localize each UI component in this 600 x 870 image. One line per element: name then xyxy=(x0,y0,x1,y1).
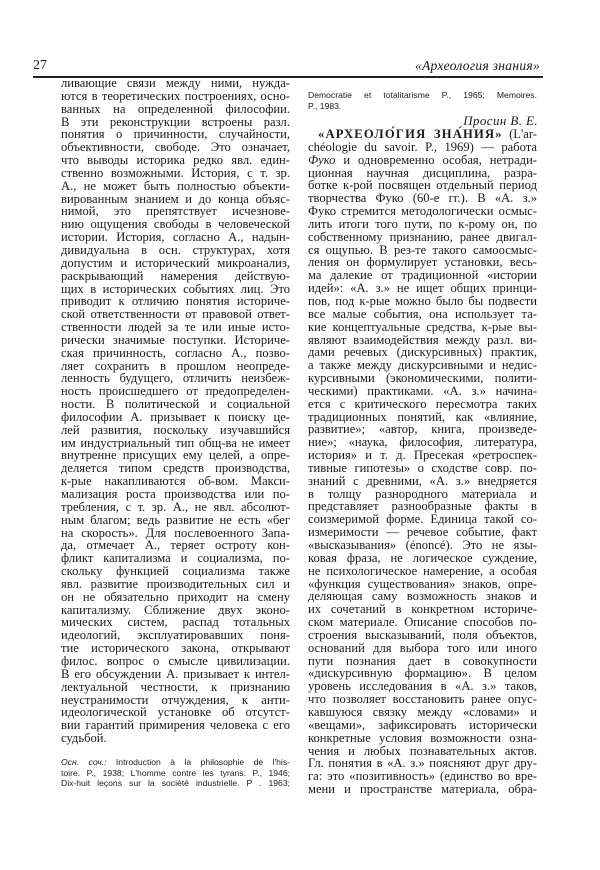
text-line: не психологическое намерение, а особая xyxy=(308,563,537,578)
text-line: деляется типом средств производства, xyxy=(61,461,290,476)
text-line: пути познания дает в совокупности xyxy=(308,653,537,668)
text-line: судьбой. xyxy=(61,731,107,746)
text-line: измеримости — речевое событие, факт xyxy=(308,525,537,540)
text-line: идеологической установке об отсутст- xyxy=(61,705,290,720)
text-line: ственности людей за те или иные исто- xyxy=(61,320,290,335)
text-line: мических систем, распад тотальных xyxy=(61,615,290,630)
author-signature: Просин В. Е. xyxy=(463,113,538,128)
text-line: ся ощупью. В рез-те такого самоосмыс- xyxy=(308,242,537,257)
reference-line: toire. P., 1938; L'homme contre les tyrans. P., 1946; xyxy=(61,767,290,778)
author-link: Фуко xyxy=(308,152,336,167)
text-line: мализация роста производства или по- xyxy=(61,487,290,501)
text-line: лей развития, поскольку изучавшийся xyxy=(61,422,290,437)
text-line: нимой, это препятствует исчезнове- xyxy=(61,204,290,219)
text-line: В эти реконструкции встроены разл. xyxy=(61,114,290,129)
text-line: «высказывания» (énoncé). Это не язы- xyxy=(308,538,537,552)
entry-title-tail: (L'ar- xyxy=(502,127,537,141)
text-line: ботке к-рой посвящен отдельный период xyxy=(308,178,537,193)
text-line: собственному признанию, ранее двигал- xyxy=(308,229,537,244)
text-line: на скорость». Для послевоенного Запа- xyxy=(61,525,290,540)
text-line: курсивными (экономическими, полити- xyxy=(308,371,537,386)
text-line: лектуальной честности, к признанию xyxy=(61,679,290,694)
text-line: им индустриальный тип общ-ва не имеет xyxy=(61,435,290,450)
text-line: ственно возможными. История, с т. зр. xyxy=(61,165,290,180)
text-line: идеологий, эксплуатировавших поня- xyxy=(61,628,290,643)
text-line: ется с критического пересмотра таких xyxy=(308,396,537,411)
left-references xyxy=(61,757,290,789)
text-line: да, отмечает А., теряет остроту кон- xyxy=(61,538,290,553)
page-number: 27 xyxy=(33,58,47,73)
text-line: неустранимости отчуждения, к анти- xyxy=(61,692,290,707)
text-line: к-рые накапливаются об-вом. Макси- xyxy=(61,474,290,489)
right-references xyxy=(308,90,537,111)
text-line: что выводы историка редко явл. един- xyxy=(61,153,290,168)
text-line: ность происшедшего от предопределен- xyxy=(61,384,290,399)
text-line: капитализму. Сближение двух эконо- xyxy=(61,602,290,617)
text-line: тивные гипотезы» о сходстве совр. по- xyxy=(308,460,537,475)
text-line: ковая фраза, не логическое суждение, xyxy=(308,550,537,565)
text-line: «функция существования» знаков, опре- xyxy=(308,576,537,591)
text-line: лить итоги того пути, по к-рому он, по xyxy=(308,216,537,231)
text-line: развитие»; «автор, книга, произведе- xyxy=(308,422,537,437)
text-line: представляет разнообразные факты в xyxy=(308,499,537,514)
text-line: Гл. понятия в «А. з.» поясняют друг дру- xyxy=(308,756,537,771)
text-line: ются в теоретических построениях, осно- xyxy=(61,88,290,103)
text-line: ным благом; ведь развитие не есть «бег xyxy=(61,512,290,527)
text-line: понятия о причинности, случайности, xyxy=(61,127,290,142)
text-line: В его обсуждении А. призывает к интел- xyxy=(61,666,290,681)
text-line: ской ответственности от правовой ответ- xyxy=(61,307,290,322)
text-line: внутренне присущих ему целей, а опре- xyxy=(61,448,290,463)
references-label: Осн. соч.: xyxy=(61,757,107,767)
text-line: тие исторического закона, открывают xyxy=(61,641,290,656)
text-line: вии гарантий примирения человека с его xyxy=(61,718,290,733)
text-line: творчества Фуко (60-е гг.). В «А. з.» xyxy=(308,191,537,206)
text-line: ленность будущего, отличить неизбеж- xyxy=(61,371,290,386)
text-line: фликт капитализма и социализма, по- xyxy=(61,551,290,566)
text-line: «дискурсивную формацию». В целом xyxy=(308,666,537,681)
text-line: га: это «позитивность» (единство во вре- xyxy=(308,769,537,784)
entry-first-line xyxy=(308,128,537,141)
running-title: «Археология знания» xyxy=(414,58,540,73)
text-line: в толщу разнородного материала и xyxy=(308,486,537,501)
text-line: все малые события, она использует та- xyxy=(308,306,537,321)
text-line: Фуко стремится методологически осмыс- xyxy=(308,204,537,219)
text-line: традиционных понятий, как «влияние, xyxy=(308,409,537,424)
text-line: рически значимые поступки. Историче- xyxy=(61,332,290,347)
text-line: идей»: «А. з.» не ищет общих принци- xyxy=(308,281,537,296)
text-line: истории. История, согласно А., надын- xyxy=(61,230,290,245)
text-line: пов, под к-рые можно было бы подвести xyxy=(308,293,537,308)
text-line: щих в исторических событиях лиц. Это xyxy=(61,281,290,296)
text-line: а также между дискурсивными и недис- xyxy=(308,358,537,373)
text-line: дами речевых (дискурсивных) практик, xyxy=(308,345,537,360)
text-fragment: и одновременно особая, нетради- xyxy=(335,152,537,167)
text-line: приводит к отличию понятия историче- xyxy=(61,294,290,309)
text-line: ления он формулирует установки, весь- xyxy=(308,255,537,270)
text-line: «вещами», зафиксировать исторически xyxy=(308,717,537,732)
text-line: допустим и исторический микроанализ, xyxy=(61,255,290,270)
text-line: chéologie du savoir. P., 1969) — работа xyxy=(308,139,537,154)
text-line: раскрывающий намерения действую- xyxy=(61,268,290,283)
reference-line: P., 1983. xyxy=(308,100,342,111)
text-line: ние»; «наука, философия, литература, xyxy=(308,435,537,450)
text-line: требления, с т. зр. А., не явл. абсолют- xyxy=(61,499,290,514)
text-line: ности. В политической и социальной xyxy=(61,397,290,412)
reference-line xyxy=(61,757,290,768)
entry-title: «АРХЕОЛО́ГИЯ ЗНА́НИЯ» xyxy=(318,127,503,141)
text-line: философии А. призывает к поиску це- xyxy=(61,409,290,424)
left-column xyxy=(61,77,290,745)
text-line: А., не может быть полностью объекти- xyxy=(61,178,290,193)
text-line: соизмеримой форме. Единица такой со- xyxy=(308,512,537,527)
text-line: знаний с древними, «А. з.» внедряется xyxy=(308,473,537,488)
right-column xyxy=(308,128,537,796)
text-line: дивидуальна в осн. структурах, хотя xyxy=(61,242,290,257)
text-line: их сочетаний в конкретном историче- xyxy=(308,602,537,617)
reference-line: Democratie et totalitarisme P., 1965; Memoires. xyxy=(308,90,537,100)
text-line: ская причинность, согласно А., позво- xyxy=(61,345,290,360)
text-line: филос. вопрос о смысле цивилизации. xyxy=(61,653,290,668)
text-line: являют взаимодействия между разл. ви- xyxy=(308,332,537,347)
text-line: вированным знанием и до конца объяс- xyxy=(61,191,290,206)
text-line: ванных на определенной философии. xyxy=(61,101,290,116)
text-line: мени и пространстве материала, обра- xyxy=(308,782,537,797)
text-line: ляет сохранить в прошлом неопреде- xyxy=(61,358,290,373)
text-line: кавшуюся связку между «словами» и xyxy=(308,704,537,719)
reference-line: Dix-huit leçons sur la société industrielle. P . 1963; xyxy=(61,778,290,788)
text-line: ческими) практиками. «А. з.» начина- xyxy=(308,383,537,398)
text-line: ционная научная дисциплина, разра- xyxy=(308,165,537,180)
text-line: ском материале. Описание способов по- xyxy=(308,615,537,630)
text-line: кие концептуальные средства, к-рые вы- xyxy=(308,319,537,334)
text-line: нию ощущения свободы в человеческой xyxy=(61,217,290,232)
reference-text: Introduction à la philosophie de l'his- xyxy=(106,757,290,767)
text-line: конкретные условия возможности озна- xyxy=(308,730,537,745)
text-line: ливающие связи между ними, нужда- xyxy=(61,76,290,90)
text-line: явл. развитие производительных сил и xyxy=(61,576,290,591)
text-line: уровень исследования в «А. з.» таков, xyxy=(308,679,537,694)
text-line xyxy=(308,154,537,167)
text-line: что позволяет восстановить ранее опус- xyxy=(308,692,537,707)
text-line: строения высказываний, поля объектов, xyxy=(308,627,537,642)
text-line: деляющая саму возможность знаков и xyxy=(308,589,537,604)
text-line: история» и т. д. Пресекая «ретроспек- xyxy=(308,448,537,463)
text-line: чения и любых познавательных актов. xyxy=(308,743,537,758)
text-line: ма далекие от традиционной «истории xyxy=(308,268,537,283)
text-line: скольку функцией социализма также xyxy=(61,564,290,579)
text-line: объективности, свободе. Это означает, xyxy=(61,140,290,155)
text-line: он не обязательно приходит на смену xyxy=(61,589,290,604)
text-line: оснований для выбора того или иного xyxy=(308,640,537,655)
